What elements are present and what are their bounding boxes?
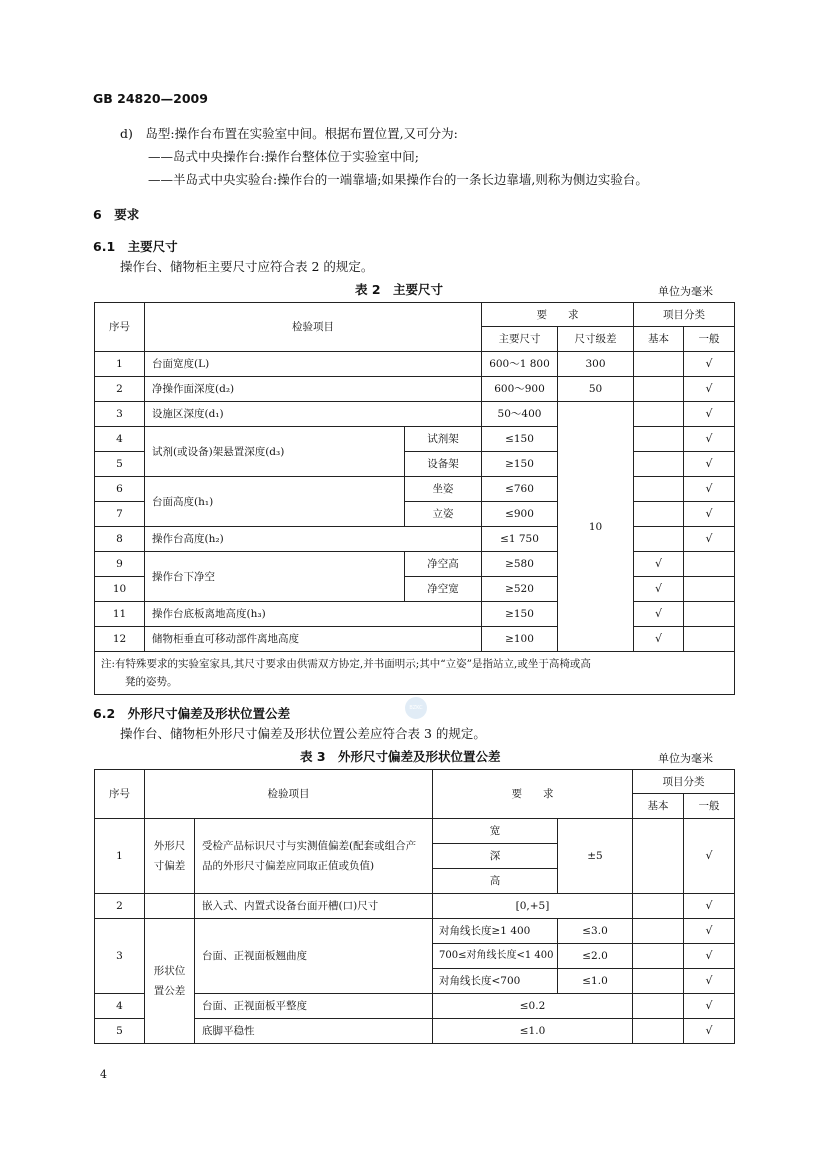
table-row	[95, 352, 735, 377]
section-heading: 6.2 外形尺寸偏差及形状位置公差	[93, 706, 291, 721]
check-mark: √	[684, 502, 735, 527]
sub-item-cell: 净空高	[405, 552, 482, 577]
item-cell: 台面宽度(L)	[145, 352, 482, 377]
header-cell: 项目分类	[633, 770, 735, 794]
size-cell: 50～400	[482, 402, 558, 427]
condition-cell: 对角线长度≥1 400	[433, 919, 558, 944]
sub-item-cell: 试剂架	[405, 427, 482, 452]
table-row	[95, 819, 735, 844]
check-mark: √	[684, 427, 735, 452]
sub-item-cell: 深	[433, 844, 558, 869]
item-cell: 嵌入式、内置式设备台面开槽(口)尺寸	[195, 894, 433, 919]
table-row	[95, 552, 735, 577]
grade-cell: 300	[558, 352, 634, 377]
general-cell	[684, 602, 735, 627]
header-cell: 序号	[95, 303, 145, 352]
basic-cell	[634, 452, 684, 477]
check-mark: √	[634, 577, 684, 602]
unit-label: 单位为毫米	[658, 752, 713, 765]
row-number: 7	[95, 502, 145, 527]
note-line: 凳的姿势。	[125, 676, 178, 688]
header-cell: 项目分类	[634, 303, 735, 327]
header-cell: 尺寸级差	[558, 327, 634, 352]
header-cell: 要 求	[433, 770, 633, 819]
size-cell: ≥150	[482, 452, 558, 477]
group-cell: 形状位置公差	[145, 919, 195, 1044]
table-row	[95, 602, 735, 627]
basic-cell	[633, 944, 684, 969]
item-cell: 台面、正视面板翘曲度	[195, 919, 433, 994]
row-number: 2	[95, 377, 145, 402]
table-row	[95, 477, 735, 502]
row-number: 4	[95, 427, 145, 452]
header-cell: 一般	[684, 794, 735, 819]
standard-code: GB 24820—2009	[93, 91, 208, 106]
item-cell: 操作台底板离地高度(h₃)	[145, 602, 482, 627]
item-cell: 台面、正视面板平整度	[195, 994, 433, 1019]
size-cell: ≤150	[482, 427, 558, 452]
size-cell: ≤900	[482, 502, 558, 527]
basic-cell	[634, 477, 684, 502]
row-number: 10	[95, 577, 145, 602]
basic-cell	[634, 502, 684, 527]
check-mark: √	[684, 894, 735, 919]
condition-cell: 700≤对角线长度<1 400	[433, 944, 558, 969]
sub-item-cell: 净空宽	[405, 577, 482, 602]
row-number: 11	[95, 602, 145, 627]
row-number: 6	[95, 477, 145, 502]
check-mark: √	[684, 944, 735, 969]
row-number: 2	[95, 894, 145, 919]
size-cell: ≥100	[482, 627, 558, 652]
item-cell: 净操作面深度(d₂)	[145, 377, 482, 402]
sub-item-cell: 宽	[433, 819, 558, 844]
list-item-d: d) 岛型:操作台布置在实验室中间。根据布置位置,又可分为:	[120, 126, 458, 141]
basic-cell	[634, 527, 684, 552]
size-cell: ≤760	[482, 477, 558, 502]
header-cell: 基本	[633, 794, 684, 819]
check-mark: √	[684, 819, 735, 894]
size-cell: 600～1 800	[482, 352, 558, 377]
table-caption: 表 3 外形尺寸偏差及形状位置公差	[300, 749, 501, 764]
item-cell: 台面高度(h₁)	[145, 477, 405, 527]
basic-cell	[634, 402, 684, 427]
row-number: 5	[95, 1019, 145, 1044]
general-cell	[684, 627, 735, 652]
sub-item-cell: 高	[433, 869, 558, 894]
paragraph: 操作台、储物柜外形尺寸偏差及形状位置公差应符合表 3 的规定。	[120, 726, 486, 741]
item-cell: 操作台下净空	[145, 552, 405, 602]
basic-cell	[634, 352, 684, 377]
header-cell: 一般	[684, 327, 735, 352]
basic-cell	[633, 994, 684, 1019]
page-number: 4	[100, 1068, 107, 1081]
main-dimensions-table	[94, 302, 735, 695]
header-cell: 要 求	[482, 303, 634, 327]
row-number: 12	[95, 627, 145, 652]
check-mark: √	[684, 477, 735, 502]
watermark-logo: BZKC	[405, 697, 427, 719]
requirement-cell: ≤1.0	[558, 969, 633, 994]
row-number: 4	[95, 994, 145, 1019]
item-cell: 操作台高度(h₂)	[145, 527, 482, 552]
size-cell: ≥520	[482, 577, 558, 602]
check-mark: √	[684, 352, 735, 377]
basic-cell	[633, 919, 684, 944]
basic-cell	[634, 427, 684, 452]
table-caption: 表 2 主要尺寸	[355, 282, 444, 297]
sub-item-cell: 设备架	[405, 452, 482, 477]
list-dash-item: ——半岛式中央实验台:操作台的一端靠墙;如果操作台的一条长边靠墙,则称为侧边实验台。	[148, 172, 648, 187]
check-mark: √	[684, 452, 735, 477]
section-heading: 6.1 主要尺寸	[93, 239, 178, 254]
grade-cell: 50	[558, 377, 634, 402]
check-mark: √	[684, 994, 735, 1019]
sub-item-cell: 坐姿	[405, 477, 482, 502]
basic-cell	[633, 1019, 684, 1044]
grade-cell: 10	[558, 402, 634, 652]
row-number: 9	[95, 552, 145, 577]
size-cell: 600～900	[482, 377, 558, 402]
row-number: 1	[95, 819, 145, 894]
size-cell: ≤1 750	[482, 527, 558, 552]
table-row	[95, 627, 735, 652]
group-cell: 外形尺寸偏差	[145, 819, 195, 894]
note-line: 注:有特殊要求的实验室家具,其尺寸要求由供需双方协定,并书面明示;其中“立姿”是指站立,或坐于高椅或高	[101, 658, 591, 670]
requirement-cell: ≤2.0	[558, 944, 633, 969]
table-note	[95, 652, 735, 695]
header-cell: 序号	[95, 770, 145, 819]
table-row	[95, 427, 735, 452]
section-heading: 6 要求	[93, 207, 140, 222]
condition-cell: 对角线长度<700	[433, 969, 558, 994]
row-number: 8	[95, 527, 145, 552]
header-cell: 检验项目	[145, 303, 482, 352]
general-cell	[684, 552, 735, 577]
requirement-cell: ≤3.0	[558, 919, 633, 944]
table-row	[95, 919, 735, 944]
check-mark: √	[684, 527, 735, 552]
dimension-tolerance-table	[94, 769, 735, 1044]
sub-item-cell: 立姿	[405, 502, 482, 527]
row-number: 3	[95, 919, 145, 994]
paragraph: 操作台、储物柜主要尺寸应符合表 2 的规定。	[120, 259, 374, 274]
item-cell: 设施区深度(d₁)	[145, 402, 482, 427]
table-row	[95, 402, 735, 427]
row-number: 3	[95, 402, 145, 427]
general-cell	[684, 577, 735, 602]
table-row	[95, 377, 735, 402]
requirement-cell: ≤0.2	[433, 994, 633, 1019]
requirement-cell: ±5	[558, 819, 633, 894]
item-cell: 底脚平稳性	[195, 1019, 433, 1044]
check-mark: √	[634, 552, 684, 577]
requirement-cell: ≤1.0	[433, 1019, 633, 1044]
header-cell: 检验项目	[145, 770, 433, 819]
size-cell: ≥580	[482, 552, 558, 577]
basic-cell	[633, 819, 684, 894]
header-cell: 基本	[634, 327, 684, 352]
unit-label: 单位为毫米	[658, 285, 713, 298]
table-row	[95, 527, 735, 552]
item-cell: 试剂(或设备)架悬置深度(d₃)	[145, 427, 405, 477]
list-dash-item: ——岛式中央操作台:操作台整体位于实验室中间;	[148, 149, 419, 164]
check-mark: √	[684, 969, 735, 994]
size-cell: ≥150	[482, 602, 558, 627]
check-mark: √	[684, 919, 735, 944]
item-cell: 储物柜垂直可移动部件离地高度	[145, 627, 482, 652]
table-row	[95, 894, 735, 919]
check-mark: √	[684, 402, 735, 427]
check-mark: √	[634, 602, 684, 627]
check-mark: √	[684, 1019, 735, 1044]
header-cell: 主要尺寸	[482, 327, 558, 352]
check-mark: √	[634, 627, 684, 652]
row-number: 5	[95, 452, 145, 477]
basic-cell	[633, 969, 684, 994]
row-number: 1	[95, 352, 145, 377]
item-cell: 受检产品标识尺寸与实测值偏差(配套或组合产品的外形尺寸偏差应同取正值或负值)	[195, 819, 433, 894]
basic-cell	[633, 894, 684, 919]
requirement-cell: [0,+5]	[433, 894, 633, 919]
check-mark: √	[684, 377, 735, 402]
basic-cell	[634, 377, 684, 402]
